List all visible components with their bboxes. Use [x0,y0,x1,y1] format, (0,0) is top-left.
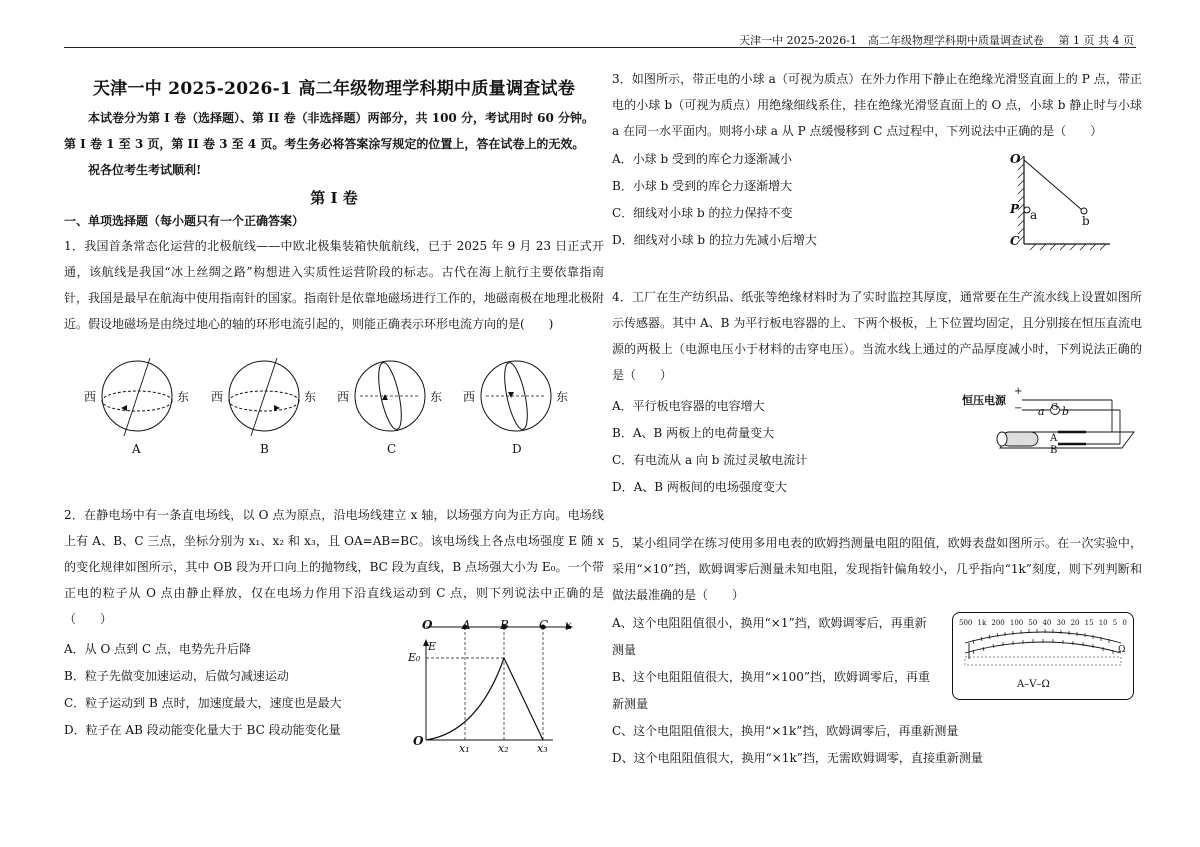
globe-C-west: 西 [337,390,350,404]
scale-30: 30 [1056,619,1066,627]
globe-B [229,358,299,436]
left-column [64,60,604,337]
fig3-label-a: a [1030,208,1038,222]
graph-top-B: B [500,618,509,632]
question-3-figure [1000,150,1115,255]
page-header: 天津一中 2025-2026-1 高二年级物理学科期中质量调查试卷 第 1 页 共 4 页 [739,34,1134,47]
intro-line-1: 本试卷分为第 I 卷（选择题）、第 II 卷（非选择题）两部分，共 100 分，考试用时 60 分钟。 [88,111,595,125]
graph-x3: x₃ [537,742,548,755]
globe-A-east: 东 [177,390,190,404]
q2-option-d[interactable]: D．粒子在 AB 段动能变化量大于 BC 段动能变化量 [64,723,341,737]
globe-D-east: 东 [556,390,569,404]
fig4-power-label: 恒压电源 [962,394,1006,407]
part-1-title: 第 I 卷 [310,189,358,207]
graph-E-label: E [428,640,437,653]
q2-option-c[interactable]: C．粒子运动到 B 点时，加速度最大，速度也是最大 [64,696,342,710]
meter-label: A–V–Ω [1017,679,1050,690]
fig4-B: B [1050,445,1058,456]
q2-option-b[interactable]: B．粒子先做变加速运动，后做匀减速运动 [64,669,289,683]
intro-line-2: 第 I 卷 1 至 3 页，第 II 卷 3 至 4 页。考生务必将答案涂写规定的位置上，答在试卷上的无效。 [64,137,585,151]
globe-D [481,361,551,431]
question-5-options-cd [612,718,1142,772]
question-3-options [612,146,972,254]
fig4-a: a [1038,405,1045,418]
graph-top-O: O [422,618,433,632]
fig4-G: G [1051,403,1059,413]
scale-20: 20 [1070,619,1080,627]
q5-option-b-line1[interactable]: B、这个电阻阻值很大，换用“×100”挡，欧姆调零后，再重 [612,670,931,684]
q5-option-a-line2: 测量 [612,643,637,657]
q5-option-a-line1[interactable]: A、这个电阻阻值很小，换用“×1”挡，欧姆调零后，再重新 [612,616,927,630]
question-5-stem: 5．某小组同学在练习使用多用电表的欧姆挡测量电阻的阻值，欧姆表盘如图所示。在一次实验中，采用“×10”挡，欧姆调零后测量未知电阻，发现指针偏角较小，几乎指向“1k”刻度，则下列判断和做法最准确的是（ ） [612,536,1142,602]
question-1-stem: 1．我国首条常态化运营的北极航线——中欧北极集装箱快航航线，已于 2025 年 9 月 23 日正式开通，该航线是我国“冰上丝绸之路”构想进入实质性运营阶段的标志。古代在海上航行主要依靠指南针，我国是最早在航海中使用指南针的国家。指南针是依靠地磁场进行工作的，地磁南极在地理北极附近。假设地磁场是由绕过地心的轴的环形电流引起的，则能正确表示环形电流方向的是( ) [64,239,605,331]
globe-C [355,361,425,431]
scale-40: 40 [1042,619,1052,627]
q3-option-a[interactable]: A．小球 b 受到的库仑力逐渐减小 [612,152,792,166]
globe-B-east: 东 [304,390,317,404]
scale-100: 100 [1009,619,1024,627]
ohmmeter-dial [952,612,1134,700]
fig3-label-O: O [1010,152,1021,166]
ohm-scale-labels [959,619,1127,627]
intro-line-3: 祝各位考生考试顺利! [88,163,202,177]
globe-label-B: B [260,442,269,456]
globe-label-A: A [132,442,141,456]
q3-option-d[interactable]: D．细线对小球 b 的拉力先减小后增大 [612,233,817,247]
fig4-minus: − [1014,403,1023,414]
globes-figure [80,356,580,456]
exam-title: 天津一中 2025-2026-1 高二年级物理学科期中质量调查试卷 [92,79,576,99]
scale-0: 0 [1122,619,1127,627]
fig4-A: A [1050,433,1058,444]
globe-label-C: C [387,442,397,456]
fig3-label-C: C [1010,234,1020,248]
scale-50: 50 [1028,619,1038,627]
question-4-figure [962,388,1142,463]
graph-top-C: C [539,618,549,632]
question-2-options [64,636,404,744]
graph-x1: x₁ [459,742,470,755]
q4-option-c[interactable]: C．有电流从 a 向 b 流过灵敏电流计 [612,453,808,467]
section-1-title: 一、单项选择题（每小题只有一个正确答案） [64,214,305,228]
q2-option-a[interactable]: A．从 O 点到 C 点，电势先升后降 [64,642,251,656]
q3-option-b[interactable]: B．小球 b 受到的库仑力逐渐增大 [612,179,793,193]
question-1-figures [80,356,580,466]
e-x-graph [408,618,593,758]
graph-x2: x₂ [498,742,509,755]
fig3-label-b: b [1082,214,1090,228]
question-4-stem: 4．工厂在生产纺织品、纸张等绝缘材料时为了实时监控其厚度，通常要在生产流水线上设置如图所示传感器。其中 A、B 为平行板电容器的上、下两个极板，上下位置均固定，且分别接在恒压直流电源的两极上（电源电压小于材料的击穿电压）。当流水线上通过的产品厚度减小时，下列说法正确的是（ ） [612,290,1142,382]
question-4-options [612,393,952,501]
globe-D-west: 西 [463,390,476,404]
q4-option-b[interactable]: B．A、B 两板上的电荷量变大 [612,426,775,440]
fig4-b: b [1062,405,1070,418]
scale-15: 15 [1084,619,1094,627]
q3-option-c[interactable]: C．细线对小球 b 的拉力保持不变 [612,206,793,220]
q4-option-d[interactable]: D．A、B 两板间的电场强度变大 [612,480,787,494]
graph-top-A: A [462,618,471,632]
q5-option-c[interactable]: C、这个电阻阻值很大，换用“×1k”挡，欧姆调零后，再重新测量 [612,724,959,738]
scale-1k: 1k [977,619,987,627]
globe-B-west: 西 [211,390,224,404]
scale-10: 10 [1098,619,1108,627]
q4-option-a[interactable]: A．平行板电容器的电容增大 [612,399,765,413]
fig3-label-P: P [1010,202,1020,216]
ohm-symbol: Ω [1118,645,1126,655]
globe-C-east: 东 [430,390,443,404]
scale-500: 500 [959,619,973,627]
q5-option-b-line2: 新测量 [612,697,649,711]
question-5-options-ab [612,610,952,718]
question-2-stem: 2．在静电场中有一条直电场线，以 O 点为原点，沿电场线建立 x 轴，以场强方向为正方向。电场线上有 A、B、C 三点，坐标分别为 x₁、x₂ 和 x₃，且 OA=AB=BC。该电场线上各点电场强度 E 随 x 的变化规律如图所示，其中 OB 段为开口向上的抛物线，BC 段为直线，B 点场强大小为 E₀。一个带正电的粒子从 O 点由静止释放，仅在电场力作用下沿直线运动到 C 点，则下列说法中正确的是（ ） [64,508,604,626]
graph-E0-label: E₀ [408,651,421,664]
q5-option-d[interactable]: D、这个电阻阻值很大，换用“×1k”挡，无需欧姆调零，直接重新测量 [612,751,983,765]
exam-intro [64,105,604,183]
fig4-plus: + [1014,386,1023,397]
scale-5: 5 [1112,619,1118,627]
header-rule [64,47,1136,48]
globe-A [102,358,172,436]
scale-200: 200 [991,619,1005,627]
graph-top-x: x [565,618,572,632]
question-3-stem: 3．如图所示，带正电的小球 a（可视为质点）在外力作用下静止在绝缘光滑竖直面上的 P 点，带正电的小球 b（可视为质点）用绝缘细线系住，挂在绝缘光滑竖直面上的 O 点，小球 b 静止时与小球 a 在同一水平面内。则将小球 a 从 P 点缓慢移到 C 点过程中，下列说法中正确的是（ ） [612,72,1142,138]
globe-A-west: 西 [84,390,97,404]
graph-origin: O [413,734,424,748]
question-2-graph [408,618,593,758]
globe-label-D: D [512,442,522,456]
